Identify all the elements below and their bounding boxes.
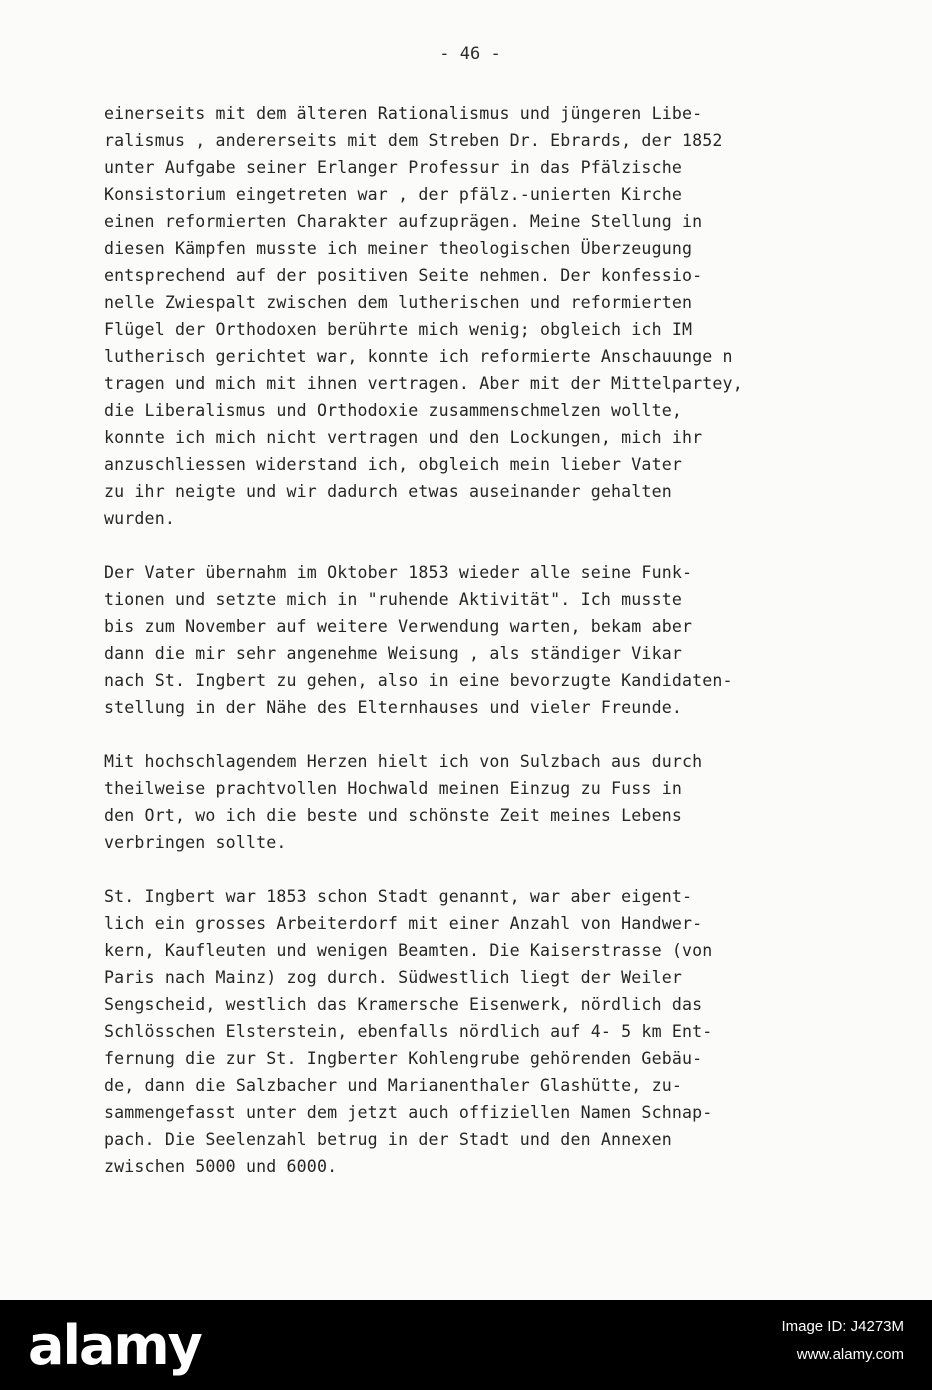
paragraph-theology-conflicts: [104, 100, 864, 532]
paragraph-vicar-appointment: [104, 559, 864, 721]
text-line: tragen und mich mit ihnen vertragen. Aber mit der Mittelpartey,: [104, 374, 743, 393]
text-line: Flügel der Orthodoxen berührte mich wenig; obgleich ich IM: [104, 320, 693, 339]
text-line: einerseits mit dem älteren Rationalismus und jüngeren Libe-: [104, 104, 703, 123]
text-line: lich ein grosses Arbeiterdorf mit einer Anzahl von Handwer-: [104, 914, 703, 933]
text-line: den Ort, wo ich die beste und schönste Zeit meines Lebens: [104, 806, 682, 825]
text-line: die Liberalismus und Orthodoxie zusammenschmelzen wollte,: [104, 401, 682, 420]
paragraph-arrival: [104, 748, 864, 856]
text-line: Der Vater übernahm im Oktober 1853 wieder alle seine Funk-: [104, 563, 693, 582]
image-id-label: Image ID: J4273M: [781, 1318, 904, 1335]
text-line: entsprechend auf der positiven Seite nehmen. Der konfessio-: [104, 266, 703, 285]
page-number: - 46 -: [439, 44, 501, 64]
text-line: sammengefasst unter dem jetzt auch offiziellen Namen Schnap-: [104, 1103, 713, 1122]
text-line: nelle Zwiespalt zwischen dem lutherischen und reformierten: [104, 293, 693, 312]
text-line: Sengscheid, westlich das Kramersche Eisenwerk, nördlich das: [104, 995, 703, 1014]
text-line: einen reformierten Charakter aufzuprägen. Meine Stellung in: [104, 212, 703, 231]
text-line: tionen und setzte mich in "ruhende Aktivität". Ich musste: [104, 590, 682, 609]
text-line: Mit hochschlagendem Herzen hielt ich von Sulzbach aus durch: [104, 752, 703, 771]
text-line: stellung in der Nähe des Elternhauses und vieler Freunde.: [104, 698, 682, 717]
text-line: ralismus , andererseits mit dem Streben Dr. Ebrards, der 1852: [104, 131, 723, 150]
text-line: zwischen 5000 und 6000.: [104, 1157, 338, 1176]
text-line: Konsistorium eingetreten war , der pfälz.-unierten Kirche: [104, 185, 682, 204]
text-line: unter Aufgabe seiner Erlanger Professur in das Pfälzische: [104, 158, 682, 177]
text-line: fernung die zur St. Ingberter Kohlengrube gehörenden Gebäu-: [104, 1049, 703, 1068]
stock-footer-bar: [0, 1300, 932, 1390]
text-line: diesen Kämpfen musste ich meiner theologischen Überzeugung: [104, 239, 693, 258]
text-line: bis zum November auf weitere Verwendung warten, bekam aber: [104, 617, 693, 636]
text-line: nach St. Ingbert zu gehen, also in eine bevorzugte Kandidaten-: [104, 671, 733, 690]
text-line: St. Ingbert war 1853 schon Stadt genannt, war aber eigent-: [104, 887, 693, 906]
alamy-logo: alamy: [28, 1314, 201, 1377]
text-line: theilweise prachtvollen Hochwald meinen Einzug zu Fuss in: [104, 779, 682, 798]
text-line: Schlösschen Elsterstein, ebenfalls nördlich auf 4- 5 km Ent-: [104, 1022, 713, 1041]
text-line: zu ihr neigte und wir dadurch etwas auseinander gehalten: [104, 482, 672, 501]
text-line: wurden.: [104, 509, 175, 528]
text-line: dann die mir sehr angenehme Weisung , als ständiger Vikar: [104, 644, 682, 663]
text-line: kern, Kaufleuten und wenigen Beamten. Die Kaiserstrasse (von: [104, 941, 713, 960]
text-line: pach. Die Seelenzahl betrug in der Stadt und den Annexen: [104, 1130, 672, 1149]
paragraph-st-ingbert: [104, 883, 864, 1180]
text-line: anzuschliessen widerstand ich, obgleich mein lieber Vater: [104, 455, 682, 474]
text-line: konnte ich mich nicht vertragen und den Lockungen, mich ihr: [104, 428, 703, 447]
text-line: Paris nach Mainz) zog durch. Südwestlich liegt der Weiler: [104, 968, 682, 987]
text-line: de, dann die Salzbacher und Marianenthaler Glashütte, zu-: [104, 1076, 682, 1095]
site-url: www.alamy.com: [796, 1346, 904, 1363]
text-line: verbringen sollte.: [104, 833, 287, 852]
text-line: lutherisch gerichtet war, konnte ich reformierte Anschauunge n: [104, 347, 733, 366]
body-text: [104, 100, 864, 1207]
